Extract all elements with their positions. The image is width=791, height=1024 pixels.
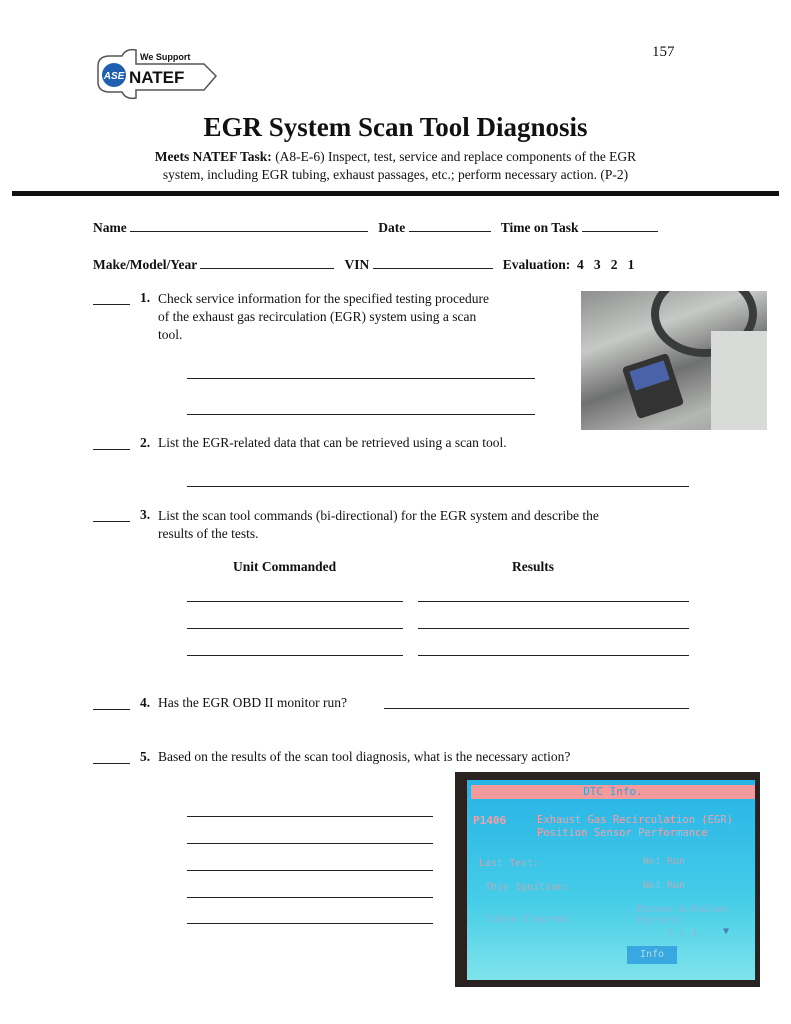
time-on-task-label: Time on Task	[500, 220, 579, 235]
score-1[interactable]: 1	[627, 257, 635, 272]
dtc-description	[537, 814, 733, 840]
results-line[interactable]	[418, 628, 689, 629]
info-button: Info	[627, 946, 677, 964]
vehicle-row	[93, 256, 634, 273]
task-label: Meets NATEF Task:	[154, 149, 272, 164]
item4-check-blank[interactable]	[93, 709, 130, 710]
unit-commanded-header: Unit Commanded	[233, 559, 337, 574]
scroll-down-icon: ▼	[723, 926, 730, 937]
scan-screen	[467, 780, 755, 980]
scan-tool-device	[622, 353, 684, 419]
make-model-year-label: Make/Model/Year	[93, 257, 197, 272]
header-rule	[12, 191, 779, 196]
svg-text:We Support: We Support	[140, 52, 191, 62]
score-4[interactable]: 4	[577, 257, 584, 272]
results-line[interactable]	[418, 601, 689, 602]
date-field[interactable]	[409, 219, 491, 232]
item3-check-blank[interactable]	[93, 521, 130, 522]
item1-answer-line[interactable]	[187, 378, 535, 379]
task-description	[0, 148, 791, 184]
item3-line2: results of the tests.	[158, 526, 259, 541]
make-model-year-field[interactable]	[200, 256, 334, 269]
results-header: Results	[512, 559, 555, 574]
item5-answer-line[interactable]	[187, 843, 433, 844]
scan-tool-screen-photo	[455, 772, 760, 987]
name-field[interactable]	[130, 219, 368, 232]
item3-text	[158, 507, 599, 543]
item5-check-blank[interactable]	[93, 763, 130, 764]
unit-commanded-line[interactable]	[187, 601, 403, 602]
scan-tool-photo	[581, 291, 767, 430]
item5-answer-line[interactable]	[187, 923, 433, 924]
results-line[interactable]	[418, 655, 689, 656]
svg-text:ASE: ASE	[103, 71, 125, 82]
unit-commanded-line[interactable]	[187, 655, 403, 656]
last-test-value: Not Run	[643, 856, 686, 867]
item2-check-blank[interactable]	[93, 449, 130, 450]
vin-label: VIN	[344, 257, 370, 272]
since-cleared-value: Passed & Failed History	[637, 904, 728, 926]
time-on-task-field[interactable]	[582, 219, 658, 232]
item1-check-blank[interactable]	[93, 304, 130, 305]
unit-commanded-line[interactable]	[187, 628, 403, 629]
key-logo-icon	[92, 44, 222, 104]
this-ignition-label: This Ignition:	[485, 882, 570, 893]
item5-text: Based on the results of the scan tool diagnosis, what is the necessary action?	[158, 749, 571, 764]
item2-answer-line[interactable]	[187, 486, 689, 487]
item2-number: 2.	[140, 435, 151, 450]
this-ignition-value: Not Run	[643, 880, 686, 891]
item5-answer-line[interactable]	[187, 816, 433, 817]
dtc-desc-line1: Exhaust Gas Recirculation (EGR)	[537, 814, 733, 826]
natef-logo	[92, 44, 222, 104]
item3-number: 3.	[140, 507, 151, 522]
score-3[interactable]: 3	[593, 257, 601, 272]
item5-number: 5.	[140, 749, 151, 764]
item4-number: 4.	[140, 695, 151, 710]
page-title: EGR System Scan Tool Diagnosis	[203, 112, 588, 142]
item1-line3: tool.	[158, 327, 183, 342]
name-label: Name	[93, 220, 127, 235]
name-row	[93, 219, 658, 236]
item2-text: List the EGR-related data that can be retrieved using a scan tool.	[158, 435, 507, 450]
item1-text	[158, 290, 489, 344]
item4-text: Has the EGR OBD II monitor run?	[158, 695, 347, 710]
item5-answer-line[interactable]	[187, 897, 433, 898]
page-indicator: 7 / 4	[667, 928, 698, 939]
dtc-desc-line2: Position Sensor Performance	[537, 827, 708, 839]
since-cleared-label: Since Cleared:	[487, 914, 572, 925]
item1-line1: Check service information for the specified testing procedure	[158, 291, 490, 306]
item1-answer-line[interactable]	[187, 414, 535, 415]
dtc-code: P1406	[473, 814, 507, 827]
item1-line2: of the exhaust gas recirculation (EGR) system using a scan	[158, 309, 477, 324]
item1-number: 1.	[140, 290, 151, 305]
seat	[711, 331, 767, 430]
score-2[interactable]: 2	[610, 257, 618, 272]
dtc-header: DTC Info.	[471, 785, 755, 799]
item5-answer-line[interactable]	[187, 870, 433, 871]
item3-line1: List the scan tool commands (bi-directional) for the EGR system and describe the	[158, 508, 599, 523]
page-number: 157	[652, 44, 675, 60]
task-text-line2: system, including EGR tubing, exhaust passages, etc.; perform necessary action. (P-2)	[162, 167, 629, 182]
evaluation-label: Evaluation:	[502, 257, 571, 272]
vin-field[interactable]	[373, 256, 493, 269]
svg-text:NATEF: NATEF	[129, 68, 185, 87]
task-text-line1: (A8-E-6) Inspect, test, service and replace components of the EGR	[275, 149, 637, 164]
last-test-label: Last Test:	[479, 858, 540, 869]
date-label: Date	[378, 220, 406, 235]
item4-answer-line[interactable]	[384, 708, 689, 709]
